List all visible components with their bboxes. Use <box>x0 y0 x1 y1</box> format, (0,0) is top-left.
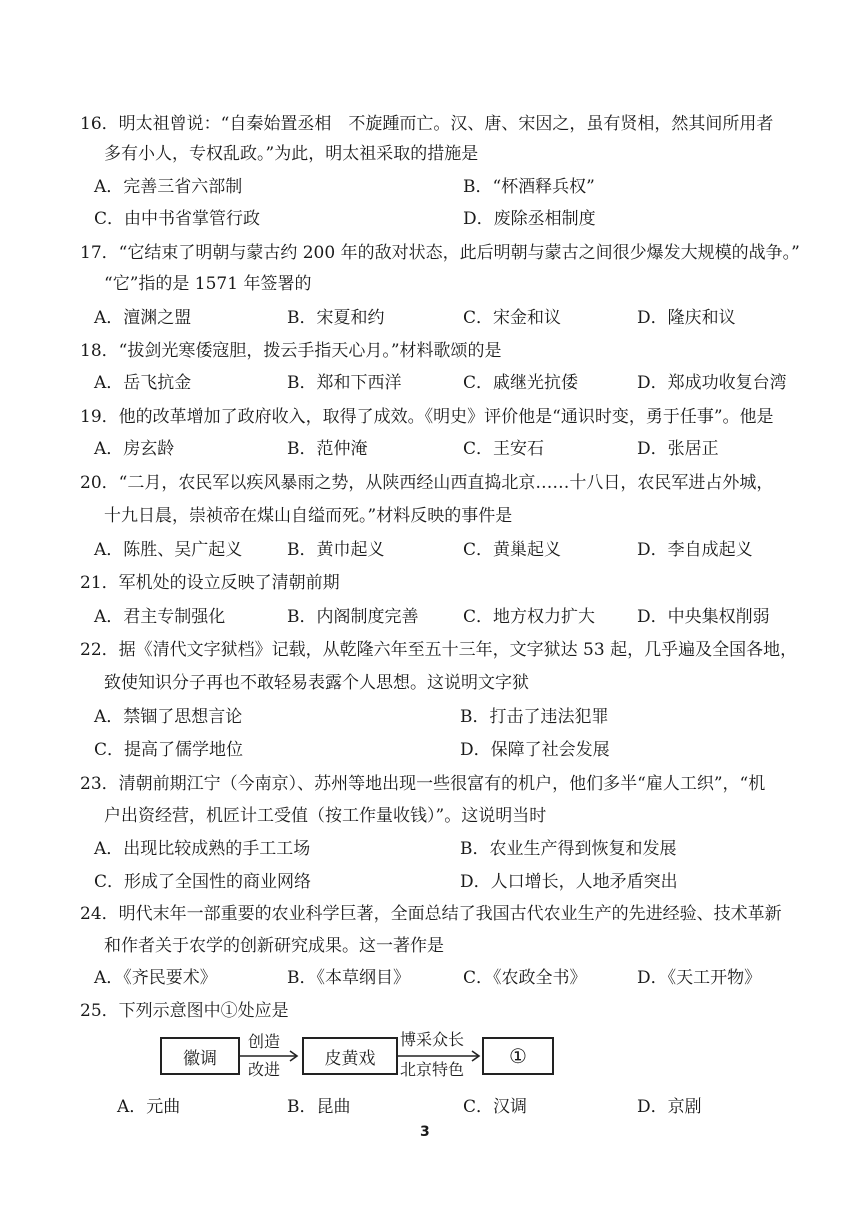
q24-option-b: B．《本草纲目》 <box>287 968 410 988</box>
question-20-line-1: 20．“二月，农民军以疾风暴雨之势，从陕西经山西直捣北京……十八日，农民军进占外城， <box>80 473 774 493</box>
arrow2-top-label: 博采众长 <box>400 1030 465 1049</box>
q20-option-a: A．陈胜、吴广起义 <box>94 540 243 560</box>
question-23-line-1: 23．清朝前期江宁（今南京）、苏州等地出现一些很富有的机户，他们多半“雇人工织”，“机 <box>80 774 766 794</box>
q19-option-c: C．王安石 <box>463 439 545 459</box>
q20-option-b: B．黄巾起义 <box>287 540 385 560</box>
q18-option-c: C．戚继光抗倭 <box>463 373 579 393</box>
question-17-line-1: 17．“它结束了明朝与蒙古约 200 年的敌对状态，此后明朝与蒙古之间很少爆发大规模的战争。” <box>80 243 800 263</box>
question-17-line-2: “它”指的是 1571 年签署的 <box>104 274 312 294</box>
question-22-line-1: 22．据《清代文字狱档》记载，从乾隆六年至五十三年，文字狱达 53 起，几乎遍及全国各地， <box>80 640 798 660</box>
q25-option-c: C．汉调 <box>463 1097 528 1117</box>
q24-option-c: C．《农政全书》 <box>463 968 587 988</box>
question-24-line-2: 和作者关于农学的创新研究成果。这一著作是 <box>104 936 444 956</box>
q18-option-d: D．郑成功收复台湾 <box>637 373 787 393</box>
q24-option-d: D．《天工开物》 <box>637 968 762 988</box>
arrow2-bottom-label: 北京特色 <box>400 1060 465 1079</box>
arrow-right-icon <box>398 1048 482 1064</box>
q16-option-b: B．“杯酒释兵权” <box>463 177 595 197</box>
q16-option-d: D．废除丞相制度 <box>463 209 596 229</box>
q17-option-d: D．隆庆和议 <box>637 308 736 328</box>
q22-option-c: C．提高了儒学地位 <box>94 740 244 760</box>
arrow1-bottom-label: 改进 <box>248 1060 281 1079</box>
q23-option-c: C．形成了全国性的商业网络 <box>94 872 312 892</box>
q17-option-c: C．宋金和议 <box>463 308 562 328</box>
q25-option-b: B．昆曲 <box>287 1097 351 1117</box>
q21-option-d: D．中央集权削弱 <box>637 607 770 627</box>
q22-option-d: D．保障了社会发展 <box>460 740 610 760</box>
q23-option-d: D．人口增长，人地矛盾突出 <box>460 872 678 892</box>
question-16-line-1: 16．明太祖曾说：“自秦始置丞相 不旋踵而亡。汉、唐、宋因之，虽有贤相，然其间所用者 <box>80 114 774 134</box>
q19-option-a: A．房玄龄 <box>94 439 175 459</box>
opera-evolution-diagram <box>160 1028 560 1084</box>
q19-option-d: D．张居正 <box>637 439 719 459</box>
page-number: 3 <box>420 1124 430 1140</box>
q17-option-a: A．澶渊之盟 <box>94 308 192 328</box>
q25-option-a: A．元曲 <box>117 1097 181 1117</box>
q25-option-d: D．京剧 <box>637 1097 702 1117</box>
q21-option-b: B．内阁制度完善 <box>287 607 419 627</box>
arrow-right-icon <box>240 1048 302 1064</box>
question-25-line-1: 25．下列示意图中①处应是 <box>80 1001 289 1021</box>
q23-option-b: B．农业生产得到恢复和发展 <box>460 839 677 859</box>
diagram-box-pihuangxi: 皮黄戏 <box>302 1037 398 1075</box>
q22-option-b: B．打击了违法犯罪 <box>460 707 609 727</box>
q20-option-d: D．李自成起义 <box>637 540 753 560</box>
question-18-line-1: 18．“拔剑光寒倭寇胆，拨云手指天心月。”材料歌颂的是 <box>80 341 502 361</box>
arrow1-top-label: 创造 <box>248 1032 281 1051</box>
question-20-line-2: 十九日晨，崇祯帝在煤山自缢而死。”材料反映的事件是 <box>104 506 513 526</box>
diagram-box-huidiao: 徽调 <box>160 1037 240 1075</box>
q18-option-b: B．郑和下西洋 <box>287 373 402 393</box>
q19-option-b: B．范仲淹 <box>287 439 368 459</box>
q20-option-c: C．黄巢起义 <box>463 540 562 560</box>
question-19-line-1: 19．他的改革增加了政府收入，取得了成效。《明史》评价他是“通识时变，勇于任事”。他是 <box>80 407 774 427</box>
q17-option-b: B．宋夏和约 <box>287 308 385 328</box>
q23-option-a: A．出现比较成熟的手工工场 <box>94 839 311 859</box>
question-16-line-2: 多有小人，专权乱政。”为此，明太祖采取的措施是 <box>104 144 479 164</box>
question-23-line-2: 户出资经营，机匠计工受值（按工作量收钱）”。这说明当时 <box>104 806 547 826</box>
q22-option-a: A．禁锢了思想言论 <box>94 707 243 727</box>
q24-option-a: A．《齐民要术》 <box>94 968 217 988</box>
q16-option-c: C．由中书省掌管行政 <box>94 209 261 229</box>
question-24-line-1: 24．明代末年一部重要的农业科学巨著，全面总结了我国古代农业生产的先进经验、技术革新 <box>80 904 782 924</box>
q16-option-a: A．完善三省六部制 <box>94 177 243 197</box>
q21-option-a: A．君主专制强化 <box>94 607 226 627</box>
question-21-line-1: 21．军机处的设立反映了清朝前期 <box>80 573 340 593</box>
q18-option-a: A．岳飞抗金 <box>94 373 192 393</box>
question-22-line-2: 致使知识分子再也不敢轻易表露个人思想。这说明文字狱 <box>104 673 529 693</box>
q21-option-c: C．地方权力扩大 <box>463 607 596 627</box>
diagram-box-blank: ① <box>482 1037 554 1075</box>
